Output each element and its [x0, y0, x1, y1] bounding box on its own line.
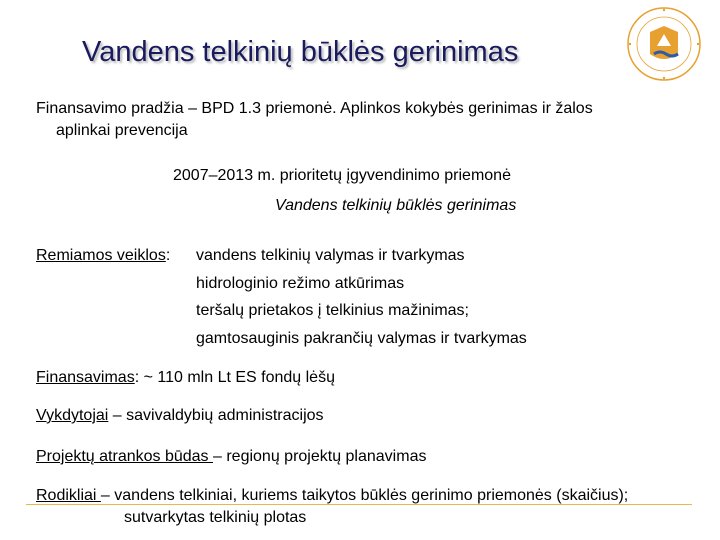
activity-item: teršalų prietakos į telkinius mažinimas;: [196, 302, 469, 319]
priority-subheading: Vandens telkinių būklės gerinimas: [275, 197, 517, 214]
executors-row: [36, 406, 324, 426]
selection-row: [36, 447, 426, 467]
intro-line-2: aplinkai prevencija: [56, 122, 188, 139]
lithuania-ministry-seal-icon: [624, 4, 704, 84]
indicators-label: Rodikliai: [36, 487, 101, 504]
activities-label: Remiamos veiklos: [36, 247, 166, 264]
indicators-text: – vandens telkiniai, kuriems taikytos būklės gerinimo priemonės (skaičius);: [100, 487, 629, 504]
activities-sep: :: [165, 247, 171, 264]
priority-heading: 2007–2013 m. prioritetų įgyvendinimo priemonė: [173, 167, 511, 184]
selection-label: Projektų atrankos būdas: [36, 448, 213, 465]
indicators-line-2: sutvarkytas telkinių plotas: [124, 509, 307, 526]
indicators-row: [36, 486, 628, 506]
activities-row: [36, 246, 170, 266]
financing-label: Finansavimas: [36, 369, 135, 386]
activity-item: vandens telkinių valymas ir tvarkymas: [196, 247, 465, 264]
accent-divider: [26, 504, 692, 505]
executors-label: Vykdytojai: [36, 407, 109, 424]
financing-text: : ~ 110 mln Lt ES fondų lėšų: [134, 369, 335, 386]
intro-line-1: Finansavimo pradžia – BPD 1.3 priemonė. Aplinkos kokybės gerinimas ir žalos: [36, 100, 593, 117]
page-title: Vandens telkinių būklės gerinimas: [82, 36, 519, 68]
executors-text: – savivaldybių administracijos: [108, 407, 324, 424]
activity-item: gamtosauginis pakrančių valymas ir tvarkymas: [196, 330, 527, 347]
activity-item: hidrologinio režimo atkūrimas: [196, 275, 405, 292]
financing-row: [36, 368, 335, 388]
selection-text: – regionų projektų planavimas: [213, 448, 427, 465]
